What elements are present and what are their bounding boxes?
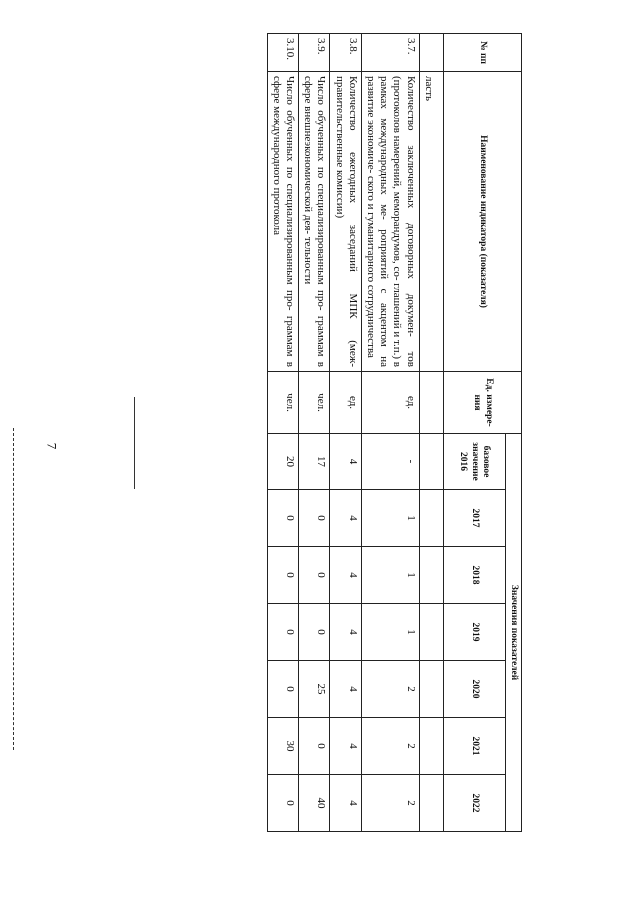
header-year: 2022 xyxy=(443,775,505,832)
unit-cell: чел. xyxy=(299,372,330,434)
year-value-cell: 4 xyxy=(330,547,361,604)
continuation-row xyxy=(419,34,443,832)
footnote-divider xyxy=(13,428,14,750)
year-value-cell: 4 xyxy=(330,718,361,775)
header-base: базовое значение 2016 xyxy=(443,434,505,490)
base-value-cell: 20 xyxy=(267,434,298,490)
header-year: 2021 xyxy=(443,718,505,775)
header-row-top xyxy=(505,34,521,832)
table-cell xyxy=(419,661,443,718)
header-year: 2017 xyxy=(443,490,505,547)
table-cell xyxy=(419,490,443,547)
year-value-cell: 0 xyxy=(267,547,298,604)
indicator-name: Количество ежегодных заседаний МПК (меж- правительственные комиссии) xyxy=(330,72,361,372)
table-row xyxy=(299,34,330,832)
table-row xyxy=(267,34,298,832)
page-number: 7 xyxy=(44,442,60,450)
header-year: 2019 xyxy=(443,604,505,661)
table-cell xyxy=(419,718,443,775)
year-value-cell: 0 xyxy=(299,604,330,661)
year-value-cell: 1 xyxy=(361,490,419,547)
year-value-cell: 0 xyxy=(299,547,330,604)
header-name: Наименование индикатора (показателя) xyxy=(443,72,521,372)
header-year: 2020 xyxy=(443,661,505,718)
year-value-cell: 0 xyxy=(299,490,330,547)
row-number: 3.10. xyxy=(267,34,298,72)
indicator-name: Число обученных по специализированным про- граммам в сфере международного протокола xyxy=(267,72,298,372)
header-values-group: Значения показателей xyxy=(505,434,521,832)
year-value-cell: 4 xyxy=(330,775,361,832)
year-value-cell: 0 xyxy=(267,604,298,661)
year-value-cell: 30 xyxy=(267,718,298,775)
indicators-table xyxy=(267,33,522,832)
table-cell xyxy=(419,547,443,604)
year-value-cell: 0 xyxy=(299,718,330,775)
year-value-cell: 4 xyxy=(330,490,361,547)
row-number: 3.9. xyxy=(299,34,330,72)
base-value-cell: 4 xyxy=(330,434,361,490)
base-value-cell: 17 xyxy=(299,434,330,490)
year-value-cell: 2 xyxy=(361,718,419,775)
table-cell xyxy=(419,604,443,661)
header-year: 2018 xyxy=(443,547,505,604)
year-value-cell: 25 xyxy=(299,661,330,718)
year-value-cell: 0 xyxy=(267,490,298,547)
indicator-name: Число обученных по специализированным про- граммам в сфере внешнеэкономической дея- тельности xyxy=(299,72,330,372)
table-cell xyxy=(419,775,443,832)
year-value-cell: 0 xyxy=(267,775,298,832)
year-value-cell: 1 xyxy=(361,604,419,661)
header-num: № пп xyxy=(443,34,521,72)
continuation-text: ласть xyxy=(419,72,443,372)
table-row xyxy=(330,34,361,832)
unit-cell: ед. xyxy=(361,372,419,434)
header-unit: Ед. измере- ния xyxy=(443,372,521,434)
separator-line xyxy=(134,397,135,489)
table-row xyxy=(361,34,419,832)
table-cell xyxy=(419,372,443,434)
table-cell xyxy=(419,34,443,72)
year-value-cell: 1 xyxy=(361,547,419,604)
row-number: 3.7. xyxy=(361,34,419,72)
indicator-name: Количество заключенных договорных докумен- тов (протоколов намерений, меморандумов, со- глашений и т.п.) в рамках международных ме- роприятий с акцентом на развитие экономиче- ского и гуманитарного сотрудничества xyxy=(361,72,419,372)
unit-cell: чел. xyxy=(267,372,298,434)
unit-cell: ед. xyxy=(330,372,361,434)
year-value-cell: 40 xyxy=(299,775,330,832)
base-value-cell: - xyxy=(361,434,419,490)
table-cell xyxy=(419,434,443,490)
year-value-cell: 2 xyxy=(361,661,419,718)
year-value-cell: 0 xyxy=(267,661,298,718)
row-number: 3.8. xyxy=(330,34,361,72)
year-value-cell: 4 xyxy=(330,661,361,718)
year-value-cell: 2 xyxy=(361,775,419,832)
year-value-cell: 4 xyxy=(330,604,361,661)
